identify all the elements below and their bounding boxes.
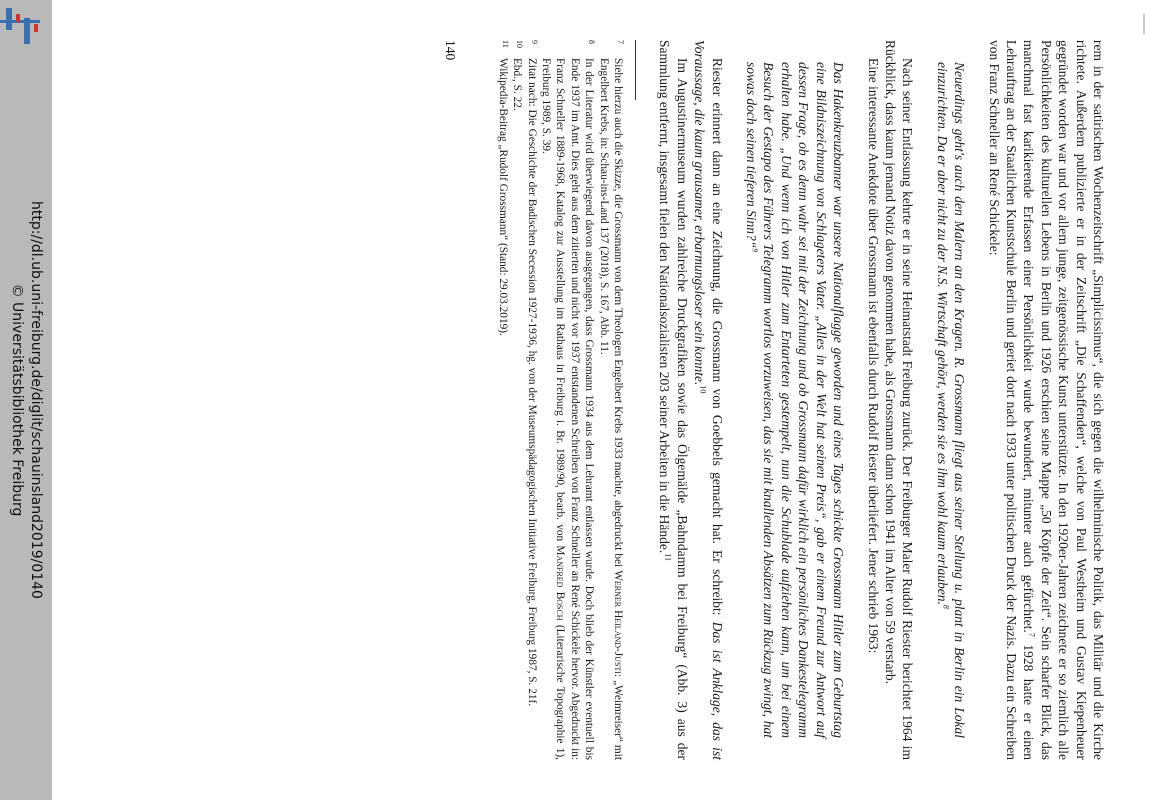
source-url[interactable]: http://dl.ub.uni-freiburg.de/diglit/schauinsland2019/0140: [28, 201, 44, 599]
document-page: [107, 40, 1107, 760]
footnote: 11 Wikipedia-Beitrag „Rudolf Grossmann“ (Stand: 29.03.2019).: [496, 40, 510, 336]
block-quote: Das Hakenkreuzbanner war unsere Nationalflagge geworden und eines Tages schickte Grossmann Hitler zum Geburtstag eine Bildniszeichnung von Schlageters Vater. „Alles in der Welt hat seinen Preis“, gab er einem Freund zur Antwort auf dessen Frage, ob es denn wahr sei mit der Zeichnung und ob Grossmann dafür wirklich ein persönliches Dankestelegramm erhalten habe. „Und wenn ich von Hitler zum Entarteten gestempelt, nun die Schublade aufziehen kann, um bei einem Besuch der Gestapo des Führers Telegramm wortlos vorzuweisen, das sie mit knallenden Absätzen zum Rückzug zwingt, hat sowas doch seinen tieferen Sinn?“$^9$: [744, 62, 847, 738]
paragraph: rem in der satirischen Wochenzeitschrift „Simplicissimus“, die sich gegen die wilhelminische Politik, das Militär und die Kirche richtete. Außerdem publizierte er in der Zeitschrift „Die Schaffenden“, welche von Paul Westheim und Gustav Kiepenheuer gegründet worden war und vor allem junge, zeitgenössische Kunst unterstützte. In den 1920er-Jahren zeichnete er so ziemlich alle Persönlichkeiten des kulturellen Lebens in Berlin und 1926 erschien seine Mappe „50 Köpfe der Zeit“. Sein scharfer Blick, das manchmal fast karikierende Erfassen einer Persönlichkeit wurde bewundert, mitunter auch gefürchtet.$^7$ 1928 hatte er einen Lehrauftrag an der Staatlichen Kunstschule Berlin und geriet dort nach 1933 unter politischen Druck der Nazis. Dazu ein Schreiben von Franz Schneller an René Schickele:: [986, 40, 1106, 760]
paragraph: Riester erinnert dann an eine Zeichnung, die Grossmann von Goebbels gemacht hat. Er schreibt: Das ist Anklage, das ist Voraussage, die kaum grausamer, erbarmungsloser sein konnte.$^{10}$: [692, 40, 725, 760]
paragraph: Im Augustinermuseum wurden zahlreiche Druckgrafiken sowie das Ölgemälde „Bahndamm bei Freiburg“ (Abb. 3) aus der Sammlung entfernt, insgesamt fielen den Nationalsozialisten 203 seiner Arbeiten in die Hände.$^{11}$: [657, 40, 690, 760]
footnote: 7 Siehe hierzu auch die Skizze, die Grossmann von dem Theologen Engelbert Krebs 1933 machte, abgedruckt bei Werner Heiland-Justi: „Weimreiser“ mit Engelbert Krebs, in: Schau-ins-Land 137 (2018), S. 167, Abb. 11.: [597, 40, 626, 761]
page-number: 140: [443, 40, 459, 61]
copyright-notice: © Universitätsbibliothek Freiburg: [9, 283, 25, 517]
footnote-divider: [635, 40, 636, 100]
block-quote: Neuerdings geht's auch den Malern an den Kragen. R. Grossmann fliegt aus seiner Stellung u. plant in Berlin ein Lokal einzurichten. Da er aber nicht zu der N.S. Wirtschaft gehört, werden sie es ihm wohl kaum erlauben.$^8$: [934, 62, 968, 738]
footnote: 8 In der Literatur wird überwiegend davon ausgegangen, dass Grossmann 1934 aus dem Lehramt entlassen wurde. Doch blieb der Künstler eventuell bis Ende 1937 im Amt. Dies geht aus dem zitierten und nicht vor 1937 entstandenen Schreiben von Franz Schneller an René Schickele hervor. Abgedruckt in: Franz Schneller 1889-1968, Katalog zur Ausstellung im Rathaus in Freiburg i. Br. 1989/90, bearb. von Manfred Bosch (Literarische Topographie 1), Freiburg 1989, S. 39.: [540, 40, 597, 761]
paragraph: Eine interessante Anekdote über Grossmann ist ebenfalls durch Rudolf Riester überliefert. Jener schrieb 1963:: [865, 58, 881, 654]
viewer-sidebar: [0, 0, 52, 800]
footnote: 9 Zitat nach: Die Geschichte der Badischen Secession 1927-1936, hg. von der Museumspädagogischen Initiative Freiburg, Freiburg 1987, S. 21f.: [525, 40, 539, 707]
footnote: 10 Ebd., S. 22.: [511, 40, 525, 111]
page-edge-marker: [1143, 14, 1155, 34]
source-info: [7, 0, 45, 800]
paragraph: Nach seiner Entlassung kehrte er in seine Heimatstadt Freiburg zurück. Der Freiburger Maler Rudolf Riester berichtet 1964 im Rückblick, dass kaum jemand Notiz davon genommen habe, als Grossmann dann schon 1941 im Alter von 59 verstarb.: [882, 40, 916, 760]
